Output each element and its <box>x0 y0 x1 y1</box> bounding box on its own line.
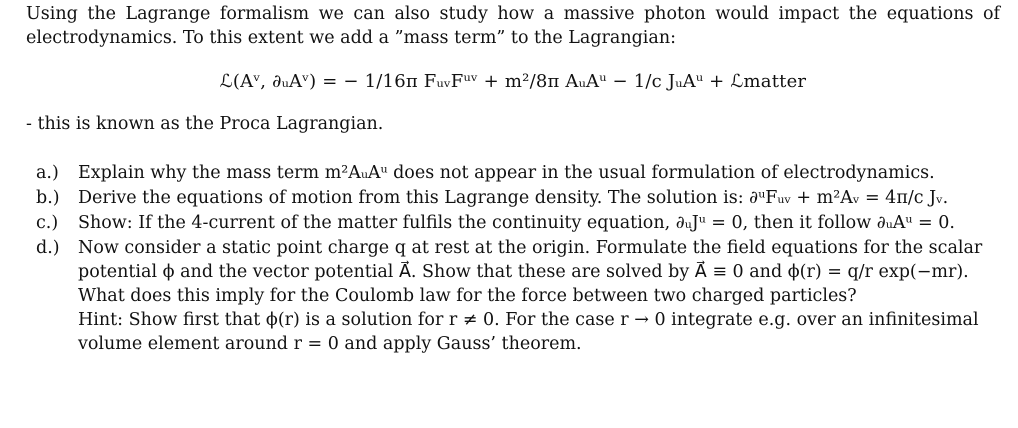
task-item-c <box>36 211 1000 235</box>
task-label-c: c.) <box>36 213 59 233</box>
task-text-a: Explain why the mass term m²AᵤAᵘ does not appear in the usual formulation of electrodynamics. <box>78 163 935 183</box>
intro-paragraph: Using the Lagrange formalism we can also study how a massive photon would impact the equations of electrodynamics. To this extent we add a ”mass term” to the Lagrangian: <box>26 4 1000 48</box>
task-text-d: Now consider a static point charge q at rest at the origin. Formulate the field equations for the scalar potential ϕ and the vector potential A⃗. Show that these are solved by A⃗ ≡ 0 and ϕ(r) = q/r exp(−mr). What does this imply for the Coulomb law for the force between two charged particles? Hint: Show first that ϕ(r) is a solution for r ≠ 0. For the case r → 0 integrate e.g. over an infinitesimal volume element around r = 0 and apply Gauss’ theorem. <box>78 238 983 354</box>
proca-equation-block <box>26 70 1000 94</box>
task-label-a: a.) <box>36 163 59 183</box>
task-label-b: b.) <box>36 188 60 208</box>
proca-lagrangian-equation: ℒ(Aᵛ, ∂ᵤAᵛ) = − 1/16π FᵤᵥFᵘᵛ + m²/8π AᵤAᵘ − 1/c JᵤAᵘ + ℒmatter <box>219 71 807 92</box>
task-text-c: Show: If the 4-current of the matter fulfils the continuity equation, ∂ᵤJᵘ = 0, then it follow ∂ᵤAᵘ = 0. <box>78 213 955 233</box>
task-list <box>26 161 1000 356</box>
task-label-d: d.) <box>36 238 60 258</box>
proca-note: - this is known as the Proca Lagrangian. <box>26 114 384 134</box>
task-item-b <box>36 186 1000 210</box>
task-text-b: Derive the equations of motion from this Lagrange density. The solution is: ∂ᵘFᵤᵥ + m²Aᵥ = 4π/c Jᵥ. <box>78 188 949 208</box>
task-item-d <box>36 236 1000 356</box>
task-item-a <box>36 161 1000 185</box>
